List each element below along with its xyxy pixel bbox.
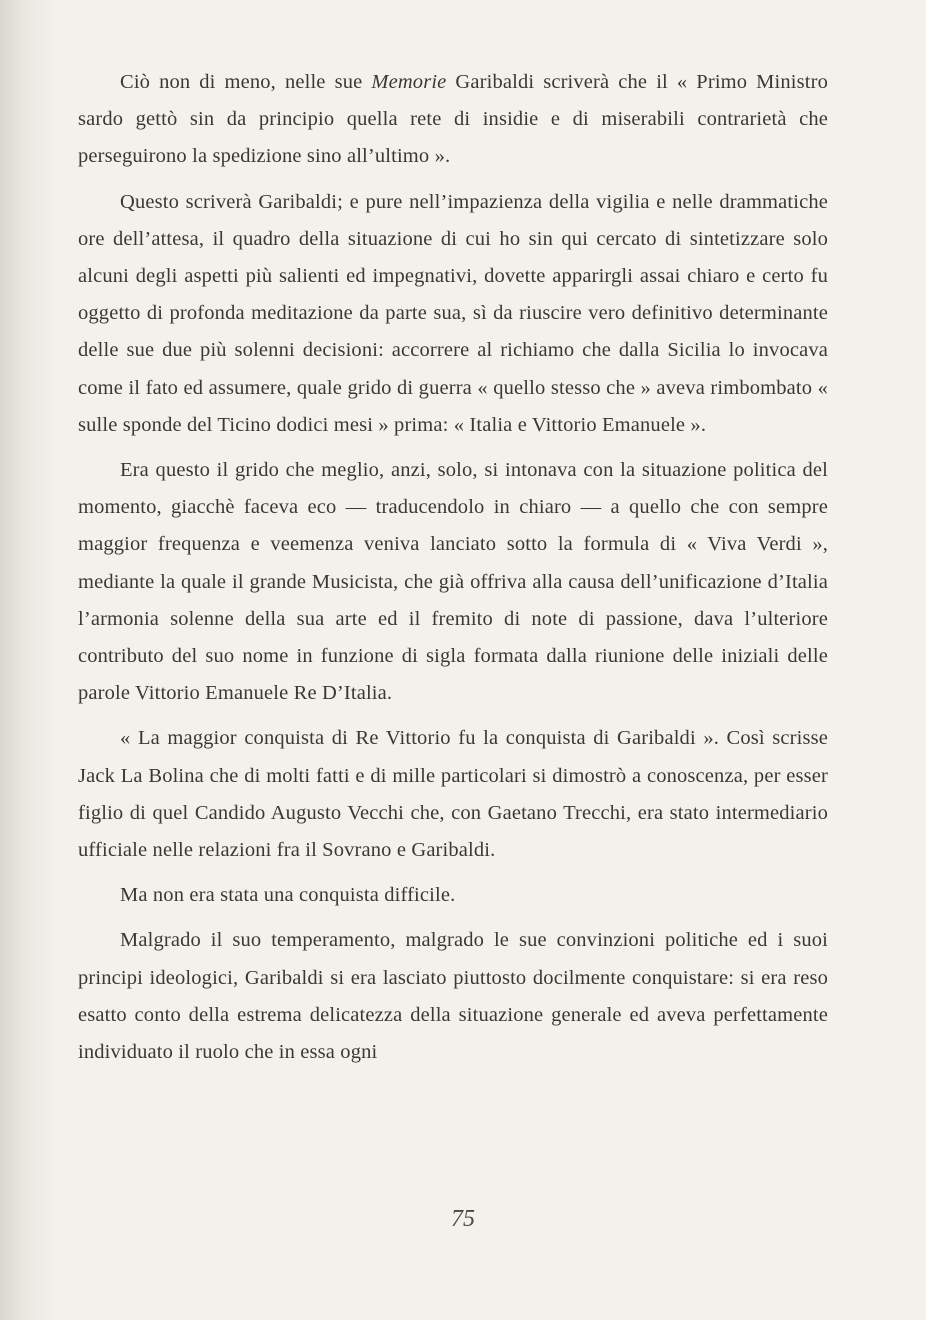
paragraph-4: « La maggior conquista di Re Vittorio fu la conquista di Garibaldi ». Così scrisse Jack La Bolina che di molti fatti e di mille particolari si dimostrò a conoscenza, per esser figlio di quel Candido Augusto Vecchi che, con Gaetano Trecchi, era stato intermediario ufficiale nelle relazioni fra il Sovrano e Garibaldi. [78,727,828,862]
memorie-title: Memorie [371,71,447,93]
paragraph-1 [78,64,828,176]
paragraph-3: Era questo il grido che meglio, anzi, solo, si intonava con la situazione politica del momento, giacchè faceva eco — traducendolo in chiaro — a quello che con sempre maggior frequenza e veemenza veniva lanciato sotto la formula di « Viva Verdi », mediante la quale il grande Musicista, che già offriva alla causa dell’unificazione d’Italia l’armonia solenne della sua arte ed il fremito di note di passione, dava l’ulteriore contributo del suo nome in funzione di sigla formata dalla riunione delle iniziali delle parole Vittorio Emanuele Re D’Italia. [78,459,828,705]
paragraph-6: Malgrado il suo temperamento, malgrado le sue convinzioni politiche ed i suoi principi ideologici, Garibaldi si era lasciato piuttosto docilmente conquistare: si era reso esatto conto della estrema delicatezza della situazione generale ed aveva perfettamente individuato il ruolo che in essa ogni [78,929,828,1064]
paragraph-1-end: Garibaldi scriverà che il « Primo Ministro sardo gettò sin da principio quella rete di insidie e di miserabili contrarietà che perseguirono la spedizione sino all’ultimo ». [78,71,828,168]
page-number: 75 [451,1206,475,1232]
paragraph-2: Questo scriverà Garibaldi; e pure nell’impazienza della vigilia e nelle drammatiche ore dell’attesa, il quadro della situazione di cui ho sin qui cercato di sintetizzare solo alcuni degli aspetti più salienti ed impegnativi, dovette apparirgli assai chiaro e certo fu oggetto di profonda meditazione da parte sua, sì da riuscire vero definitivo determinante delle sue due più solenni decisioni: accorrere al richiamo che dalla Sicilia lo invocava come il fato ed assumere, quale grido di guerra « quello stesso che » aveva rimbombato « sulle sponde del Ticino dodici mesi » prima: « Italia e Vittorio Emanuele ». [78,190,828,436]
paragraph-5: Ma non era stata una conquista difficile. [120,884,456,907]
paragraph-1-start: Ciò non di meno, nelle sue [120,71,372,93]
page-body [78,64,828,1071]
binding-shadow [0,0,60,1320]
